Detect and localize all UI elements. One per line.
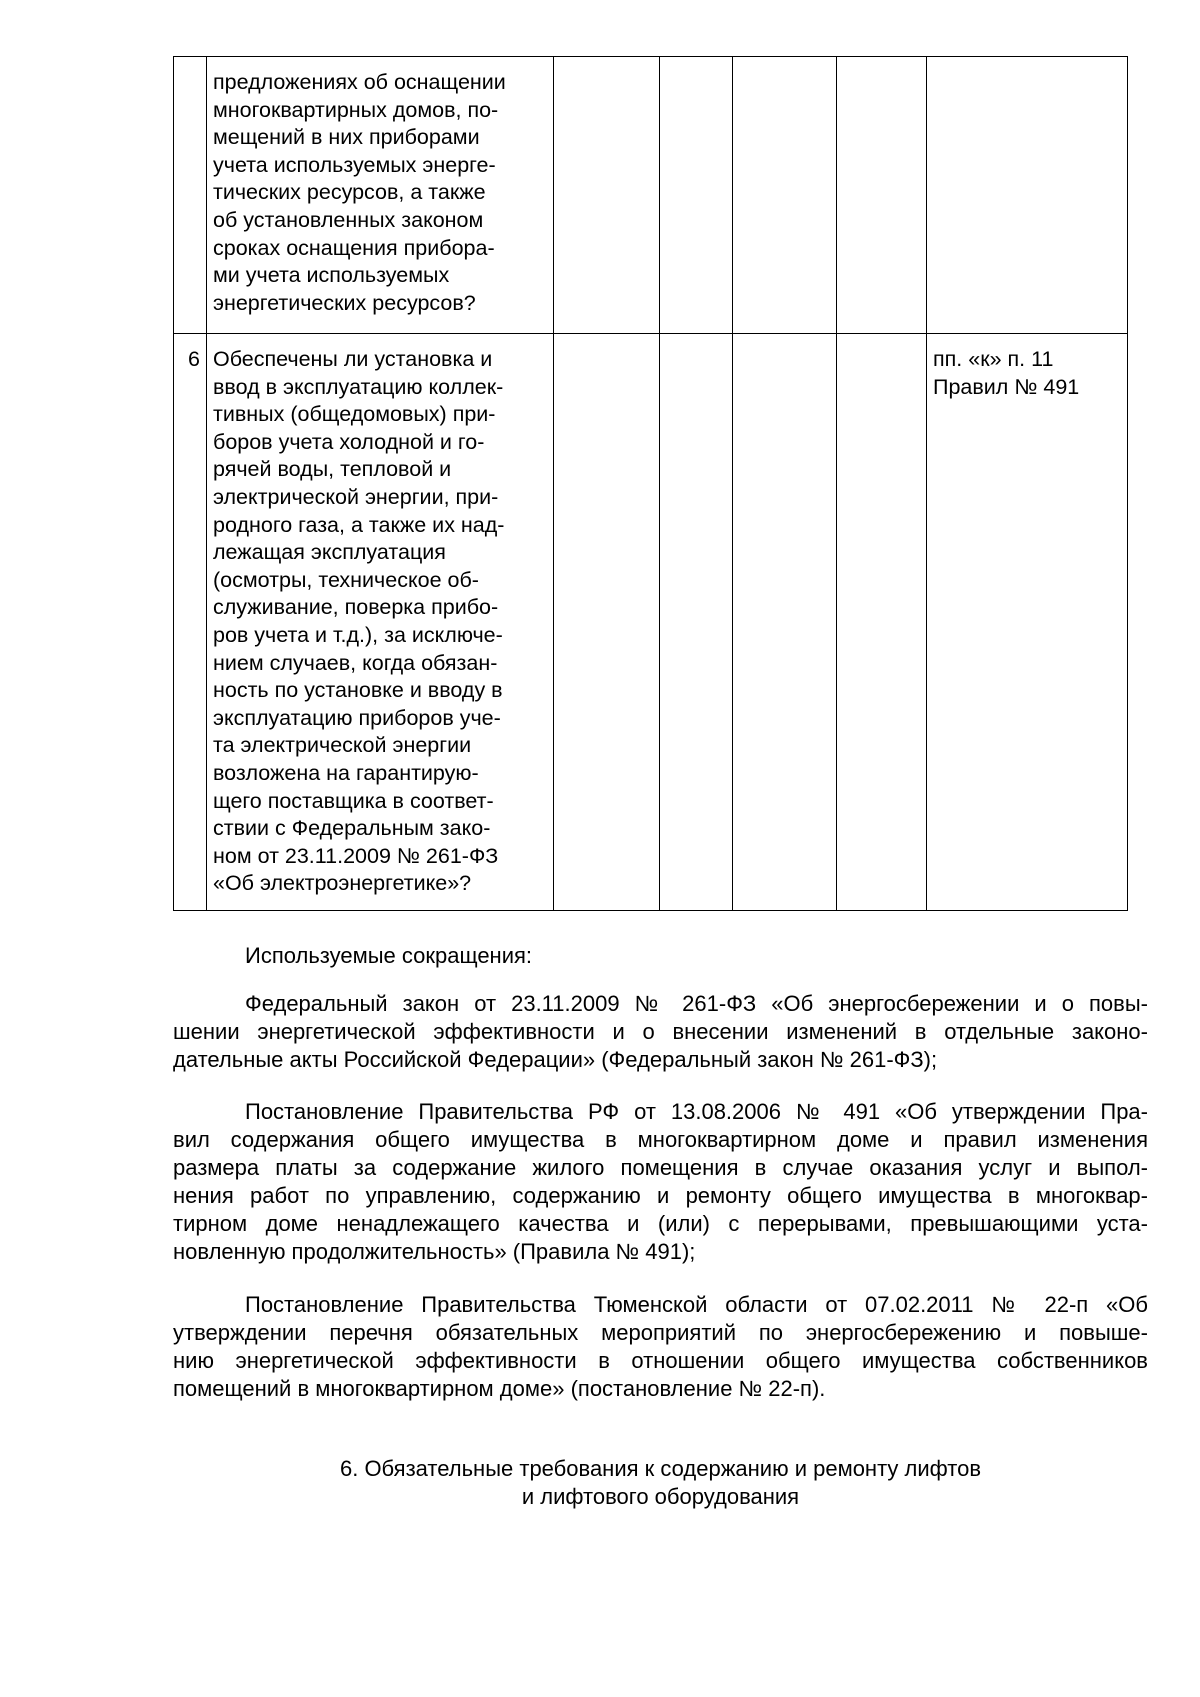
question-line: нием случаев, когда обязан- — [213, 650, 498, 675]
paragraph-line: дательные акты Российской Федерации» (Федеральный закон № 261-ФЗ); — [173, 1047, 938, 1072]
question-line: боров учета холодной и го- — [213, 429, 485, 454]
question-line: об установленных законом — [213, 207, 484, 232]
paragraph-line: шении энергетической эффективности и о внесении изменений в отдельные законо- — [173, 1019, 1148, 1044]
paragraph-line: размера платы за содержание жилого помещения в случае оказания услуг и выпол- — [173, 1155, 1148, 1180]
question-line: многоквартирных домов, по- — [213, 97, 499, 122]
question-line: (осмотры, техническое об- — [213, 567, 479, 592]
question-line: эксплуатацию приборов уче- — [213, 705, 501, 730]
paragraph-line: Постановление Правительства РФ от 13.08.2006 № 491 «Об утверждении Пра- — [245, 1099, 1148, 1124]
answer-cell-na — [733, 334, 837, 911]
question-cell — [207, 334, 554, 911]
paragraph-line: Постановление Правительства Тюменской области от 07.02.2011 № 22-п «Об — [245, 1292, 1148, 1317]
question-line: сроках оснащения прибора- — [213, 235, 495, 260]
question-line: рячей воды, тепловой и — [213, 457, 452, 482]
question-line: ствии с Федеральным зако- — [213, 816, 491, 841]
answer-cell-note — [837, 334, 927, 911]
table-row — [174, 57, 1128, 334]
row-number: 6 — [174, 334, 207, 911]
abbreviation-paragraph-rules-491 — [173, 1098, 1148, 1266]
question-line: щего поставщика в соответ- — [213, 788, 494, 813]
question-line: тивных (общедомовых) при- — [213, 402, 496, 427]
question-line: «Об электроэнергетике»? — [213, 871, 472, 896]
section-heading-line: 6. Обязательные требования к содержанию и ремонту лифтов — [339, 1456, 982, 1481]
answer-cell-note — [837, 57, 927, 334]
answer-cell-yes — [554, 57, 660, 334]
abbreviation-paragraph-261fz — [173, 990, 1148, 1074]
question-line: ввод в эксплуатацию коллек- — [213, 374, 504, 399]
question-line: электрической энергии, при- — [213, 484, 499, 509]
question-line: тических ресурсов, а также — [213, 180, 486, 205]
question-cell — [207, 57, 554, 334]
section-heading-line: и лифтового оборудования — [521, 1484, 800, 1509]
question-line: та электрической энергии — [213, 733, 472, 758]
question-line: ность по установке и вводу в — [213, 678, 503, 703]
paragraph-line: Федеральный закон от 23.11.2009 № 261-ФЗ «Об энергосбережении и о повы- — [245, 991, 1148, 1016]
abbreviation-paragraph-22p — [173, 1291, 1148, 1403]
answer-cell-no — [660, 334, 733, 911]
table-row — [174, 334, 1128, 911]
section-heading — [173, 1455, 1148, 1511]
reference-cell — [927, 334, 1128, 911]
answer-cell-na — [733, 57, 837, 334]
paragraph-line: нию энергетической эффективности в отношении общего имущества собственников — [173, 1348, 1148, 1373]
question-line: мещений в них приборами — [213, 125, 480, 150]
question-line: ров учета и т.д.), за исключе- — [213, 622, 503, 647]
paragraph-line: тирном доме ненадлежащего качества и (или) с перерывами, превышающими уста- — [173, 1211, 1148, 1236]
question-line: предложениях об оснащении — [213, 70, 506, 94]
question-line: учета используемых энерге- — [213, 152, 496, 177]
question-line: энергетических ресурсов? — [213, 290, 476, 315]
question-line: лежащая эксплуатация — [213, 540, 446, 565]
paragraph-line: вил содержания общего имущества в многоквартирном доме и правил изменения — [173, 1127, 1148, 1152]
paragraph-line: помещений в многоквартирном доме» (постановление № 22-п). — [173, 1376, 826, 1401]
reference-line: Правил № 491 — [933, 374, 1080, 399]
question-line: служивание, поверка прибо- — [213, 595, 499, 620]
answer-cell-yes — [554, 334, 660, 911]
abbreviations-title: Используемые сокращения: — [245, 943, 533, 968]
question-line: родного газа, а также их над- — [213, 512, 505, 537]
reference-cell — [927, 57, 1128, 334]
answer-cell-no — [660, 57, 733, 334]
question-line: возложена на гарантирую- — [213, 760, 479, 785]
question-line: ми учета используемых — [213, 263, 450, 288]
question-line: Обеспечены ли установка и — [213, 347, 493, 371]
paragraph-line: нения работ по управлению, содержанию и ремонту общего имущества в многоквар- — [173, 1183, 1148, 1208]
checklist-table — [173, 56, 1128, 911]
row-number — [174, 57, 207, 334]
reference-line: пп. «к» п. 11 — [933, 347, 1054, 371]
paragraph-line: утверждении перечня обязательных мероприятий по энергосбережению и повыше- — [173, 1320, 1148, 1345]
paragraph-line: новленную продолжительность» (Правила № 491); — [173, 1239, 696, 1264]
question-line: ном от 23.11.2009 № 261-ФЗ — [213, 843, 499, 868]
